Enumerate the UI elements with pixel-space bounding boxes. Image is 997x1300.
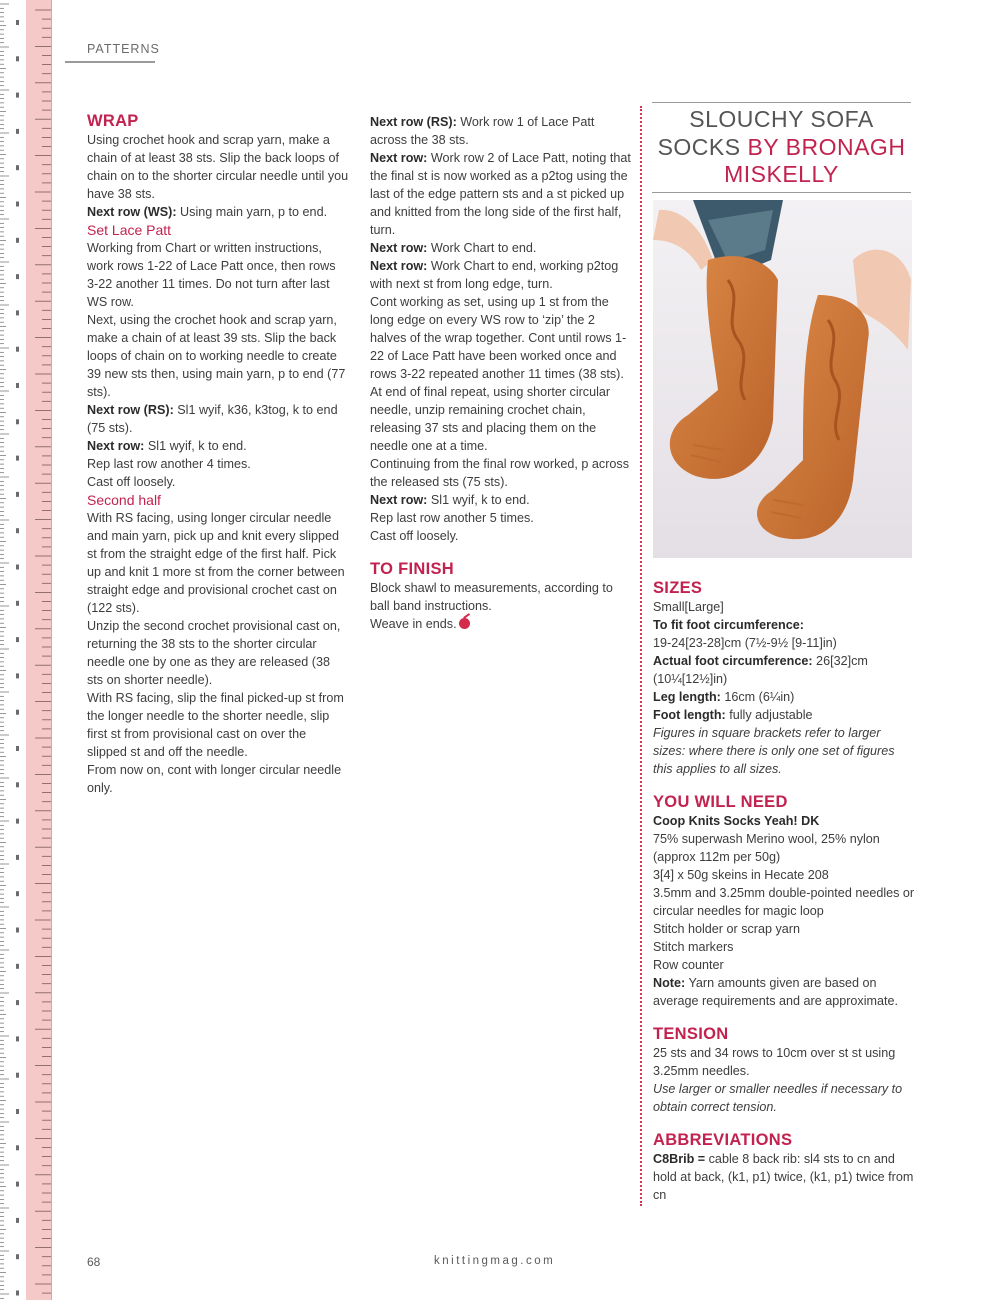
yarn-line: 3.5mm and 3.25mm double-pointed needles or circular needles for magic loop <box>653 886 915 918</box>
row-p3 <box>370 239 632 257</box>
p3-label: Next row: <box>370 241 428 255</box>
tension-text: 25 sts and 34 rows to 10cm over st st using 3.25mm needles. <box>653 1046 896 1078</box>
p2-text: Work row 2 of Lace Patt, noting that the final st is now worked as a p2tog using the last of the edge pattern sts and a st picked up and knitted from the long side of the first half, turn. <box>370 151 631 237</box>
cast-text: Cast off loosely. <box>87 475 176 489</box>
need-heading: YOU WILL NEED <box>653 793 788 811</box>
rs-text: Sl1 wyif, k36, k3tog, k to end (75 sts). <box>87 403 338 435</box>
p1-text: Work row 1 of Lace Patt across the 38 sts. <box>370 115 595 147</box>
yarn-line: Row counter <box>653 958 724 972</box>
sizes-note: Figures in square brackets refer to larger sizes: where there is only one set of figures this applies to all sizes. <box>653 726 895 776</box>
finish-text-1: Block shawl to measurements, according to ball band instructions. <box>370 581 613 613</box>
title-line-1: SLOUCHY SOFA <box>689 106 874 132</box>
row-p4 <box>370 257 632 293</box>
leg-row <box>653 688 915 706</box>
next-text: Sl1 wyif, k to end. <box>144 439 247 453</box>
sizes-heading: SIZES <box>653 579 703 597</box>
section-underline <box>65 61 155 63</box>
p8-text: Sl1 wyif, k to end. <box>427 493 530 507</box>
yarn-line: 75% superwash Merino wool, 25% nylon (approx 112m per 50g) <box>653 832 880 864</box>
ws-row <box>87 203 349 221</box>
measuring-ruler <box>0 0 52 1300</box>
foot-label: Foot length: <box>653 708 726 722</box>
socks-illustration <box>653 200 912 558</box>
ruler-ticks <box>0 0 52 1300</box>
second-text-3: With RS facing, slip the final picked-up st from the longer needle to the shorter needle, slip first st from provisional cast on over the slipped st and off the needle. <box>87 691 344 759</box>
ws-text: Using main yarn, p to end. <box>176 205 328 219</box>
p4-label: Next row: <box>370 259 428 273</box>
fit-label: To fit foot circumference: <box>653 618 804 632</box>
yarn-line: 3[4] x 50g skeins in Hecate 208 <box>653 868 829 882</box>
p8-label: Next row: <box>370 493 428 507</box>
finish-text-2-label: Weave in ends. <box>370 617 457 631</box>
second-text-4: From now on, cont with longer circular needle only. <box>87 763 342 795</box>
lace-heading: Set Lace Patt <box>87 222 172 238</box>
website-url: knittingmag.com <box>434 1255 556 1267</box>
p1-label: Next row (RS): <box>370 115 457 129</box>
foot-text: fully adjustable <box>725 708 813 722</box>
wrap-text: Using crochet hook and scrap yarn, make a chain of at least 38 sts. Slip the back loops of chain on to the shorter circular needle until you have 38 sts. <box>87 133 349 201</box>
finish-text-2 <box>370 615 632 633</box>
yarn-line: Stitch markers <box>653 940 734 954</box>
actual-row <box>653 652 915 688</box>
pattern-title <box>652 102 911 193</box>
second-text-1: With RS facing, using longer circular needle and main yarn, pick up and knit every slipped st from the straight edge of the first half. Pick up and knit 1 more st from the corner between straight edge and provisional crochet cast on (122 sts). <box>87 511 345 615</box>
title-by: BY BRONAGH <box>740 133 906 160</box>
ws-label: Next row (WS): <box>87 205 177 219</box>
note-label: Note: <box>653 976 686 990</box>
finish-heading: TO FINISH <box>370 560 454 578</box>
lace-text-2: Next, using the crochet hook and scrap yarn, make a chain of at least 39 sts. Slip the back loops of chain on to working needle to create 39 new sts then, using main yarn, p to end (77 sts). <box>87 313 346 399</box>
p4-text: Work Chart to end, working p2tog with next st from long edge, turn. <box>370 259 619 291</box>
column-1 <box>87 111 349 797</box>
leg-text: 16cm (6¼in) <box>720 690 795 704</box>
next-label: Next row: <box>87 439 145 453</box>
rs-label: Next row (RS): <box>87 403 174 417</box>
actual-label: Actual foot circumference: <box>653 654 813 668</box>
next-row <box>87 437 349 455</box>
tension-heading: TENSION <box>653 1025 729 1043</box>
row-p7: Continuing from the final row worked, p across the released sts (75 sts). <box>370 457 629 489</box>
fit-text: 19-24[23-28]cm (7½-9½ [9-11]in) <box>653 636 837 650</box>
abbr-label: C8Brib = <box>653 1152 706 1166</box>
row-p6: At end of final repeat, using shorter circular needle, unzip remaining crochet chain, releasing 37 sts and placing them on the needle one at a time. <box>370 385 611 453</box>
yarn-name: Coop Knits Socks Yeah! DK <box>653 814 820 828</box>
p2-label: Next row: <box>370 151 428 165</box>
title-line-2 <box>652 134 911 162</box>
lace-text-1: Working from Chart or written instructions, work rows 1-22 of Lace Patt once, then rows 3-22 another 11 times. Do not turn after last WS row. <box>87 241 336 309</box>
rep-text: Rep last row another 4 times. <box>87 457 251 471</box>
note-row <box>653 974 915 1010</box>
sizes-text: Small[Large] <box>653 600 724 614</box>
row-p1 <box>370 113 632 149</box>
second-text-2: Unzip the second crochet provisional cast on, returning the 38 sts to the shorter circular needle one by one as they are released (38 sts on shorter needle). <box>87 619 341 687</box>
section-label: PATTERNS <box>87 42 160 56</box>
socks-photo <box>653 200 912 558</box>
row-p9: Rep last row another 5 times. <box>370 511 534 525</box>
wrap-heading: WRAP <box>87 112 139 130</box>
title-line-3: MISKELLY <box>724 161 839 187</box>
leg-label: Leg length: <box>653 690 721 704</box>
note-text: Yarn amounts given are based on average requirements and are approximate. <box>653 976 899 1008</box>
actual-text: 26[32]cm (10¼[12½]in) <box>653 654 868 686</box>
rs-row <box>87 401 349 437</box>
foot-row <box>653 706 915 724</box>
column-divider <box>640 106 642 1206</box>
column-2 <box>370 113 632 633</box>
row-p2 <box>370 149 632 239</box>
row-p8 <box>370 491 632 509</box>
p3-text: Work Chart to end. <box>427 241 537 255</box>
abbr-text: cable 8 back rib: sl4 sts to cn and hold at back, (k1, p1) twice, (k1, p1) twice from cn <box>653 1152 914 1202</box>
column-3 <box>653 578 915 1204</box>
row-p5: Cont working as set, using up 1 st from the long edge on every WS row to ‘zip’ the 2 halves of the wrap together. Cont until rows 1-22 of Lace Patt have been worked once and rows 3-22 repeated another 11 times (38 sts). <box>370 295 627 381</box>
tension-note: Use larger or smaller needles if necessary to obtain correct tension. <box>653 1082 903 1114</box>
yarn-ball-end-icon <box>459 618 470 629</box>
title-socks: SOCKS <box>657 133 741 160</box>
row-p10: Cast off loosely. <box>370 529 459 543</box>
yarn-line: Stitch holder or scrap yarn <box>653 922 800 936</box>
abbreviations-heading: ABBREVIATIONS <box>653 1131 793 1149</box>
second-half-heading: Second half <box>87 492 161 508</box>
page-number: 68 <box>87 1255 101 1269</box>
abbr-row <box>653 1150 915 1204</box>
